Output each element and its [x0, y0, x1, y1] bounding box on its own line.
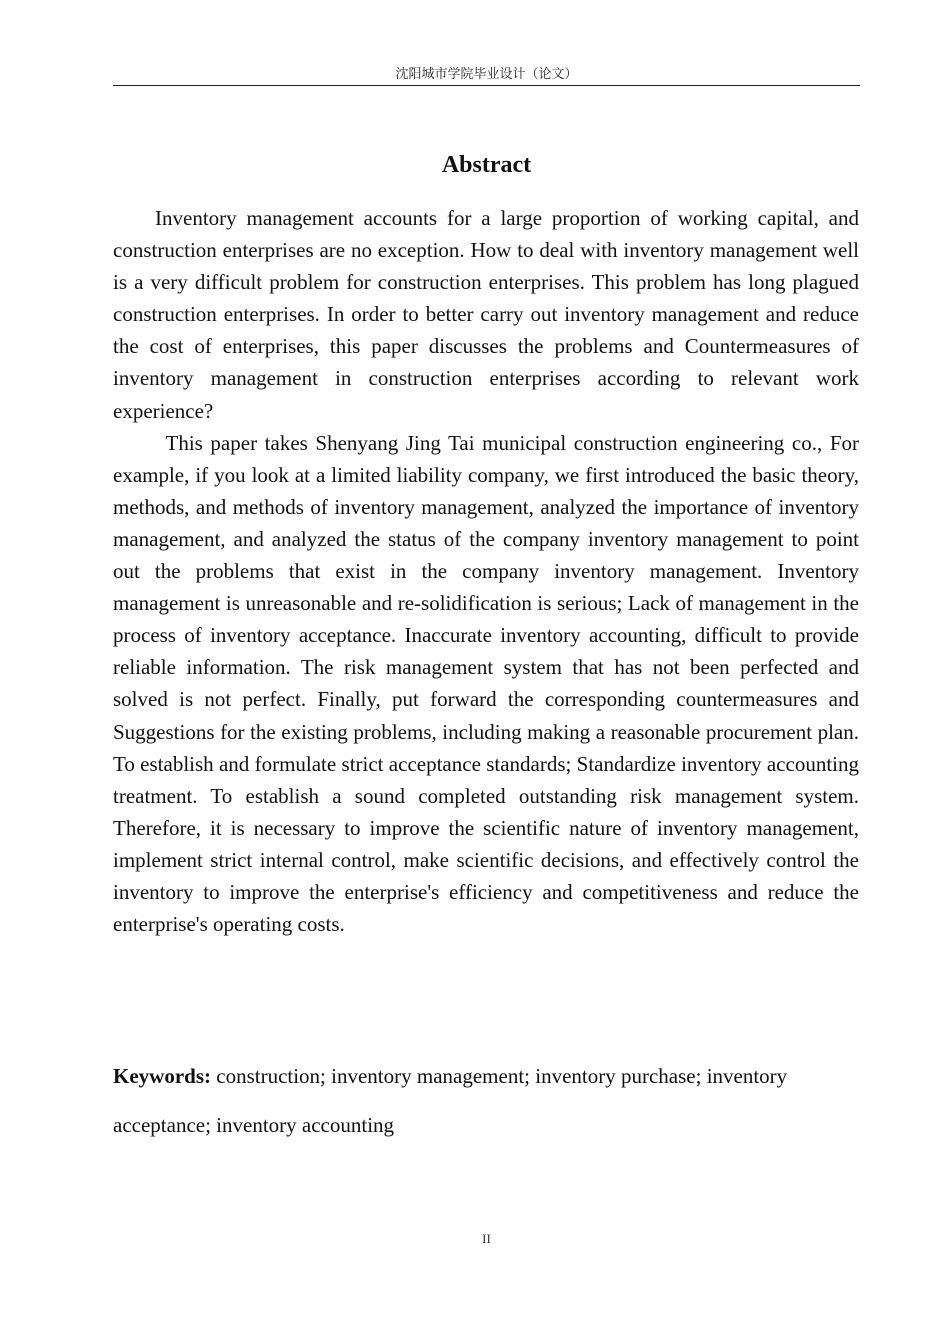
keywords-label: Keywords: — [113, 1064, 211, 1088]
page-number: II — [482, 1231, 491, 1246]
header-divider — [113, 85, 860, 86]
abstract-body — [113, 202, 859, 940]
abstract-title: Abstract — [441, 152, 532, 178]
keywords-text: construction; inventory management; inventory purchase; inventory acceptance; inventory accounting — [113, 1064, 788, 1137]
keywords-line — [113, 1052, 859, 1150]
abstract-paragraph-1: Inventory management accounts for a large proportion of working capital, and construction enterprises are no exception. How to deal with inventory management well is a very difficult problem for construction enterprises. This problem has long plagued construction enterprises. In order to better carry out inventory management and reduce the cost of enterprises, this paper discusses the problems and Countermeasures of inventory management in construction enterprises according to relevant work experience? — [113, 206, 859, 423]
running-header: 沈阳城市学院毕业设计（论文） — [395, 67, 578, 82]
abstract-paragraph-2: This paper takes Shenyang Jing Tai municipal construction engineering co., For example, if you look at a limited liability company, we first introduced the basic theory, methods, and methods of inventory management, analyzed the importance of inventory management, and analyzed the status of the company inventory management to point out the problems that exist in the company inventory management. Inventory management is unreasonable and re-solidification is serious; Lack of management in the process of inventory acceptance. Inaccurate inventory accounting, difficult to provide reliable information. The risk management system that has not been perfected and solved is not perfect. Finally, put forward the corresponding countermeasures and Suggestions for the existing problems, including making a reasonable procurement plan. To establish and formulate strict acceptance standards; Standardize inventory accounting treatment. To establish a sound completed outstanding risk management system. Therefore, it is necessary to improve the scientific nature of inventory management, implement strict internal control, make scientific decisions, and effectively control the inventory to improve the enterprise's efficiency and competitiveness and reduce the enterprise's operating costs. — [113, 430, 859, 937]
